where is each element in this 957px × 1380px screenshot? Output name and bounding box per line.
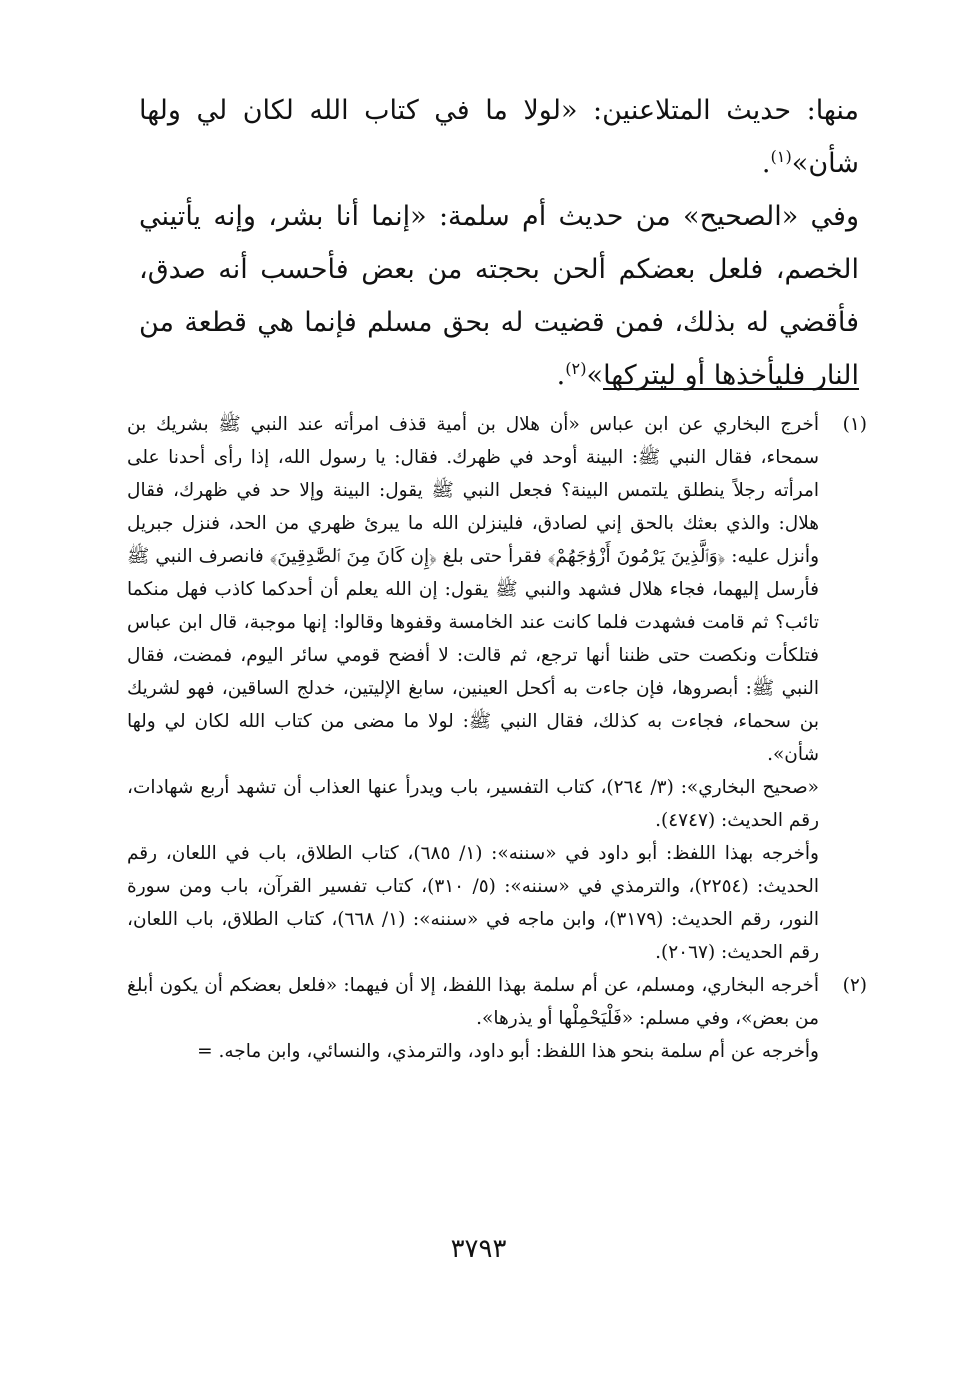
paragraph-2-end: . [556, 360, 566, 391]
footnote-1-body [127, 408, 819, 969]
footnotes [127, 408, 867, 1068]
footnote-1-source-1: «صحيح البخاري»: (٣/ ٢٦٤)، كتاب التفسير، باب ويدرأ عنها العذاب أن تشهد أربع شهادات، رقم الحديث: (٤٧٤٧). [127, 777, 819, 831]
paragraph-1-text: منها: حديث المتلاعنين: «لولا ما في كتاب الله لكان لي ولها شأن» [139, 95, 859, 179]
main-paragraph-1 [139, 84, 859, 190]
footnote-1-number: (١) [842, 414, 867, 435]
footnote-1-text: أخرج البخاري عن ابن عباس «أن هلال بن أمية قذف امرأته عند النبي ﷺ بشريك بن سمحاء، فقال النبي ﷺ: البينة أوحد في ظهرك. فقال: يا رسول الله، إذا رأى أحدنا على امرأته رجلاً ينطلق يلتمس البينة؟ فجعل النبي ﷺ يقول: البينة وإلا حد في ظهرك، فقال هلال: والذي بعثك بالحق إني لصادق، فلينزلن الله ما يبرئ ظهري من الحد، فنزل جبريل وأنزل عليه: ﴿وَٱلَّذِينَ يَرْمُونَ أَزْوَٰجَهُمْ﴾ فقرأ حتى بلغ ﴿إِن كَانَ مِنَ ٱلصَّٰدِقِينَ﴾ فانصرف النبي ﷺ فأرسل إليهما، فجاء هلال فشهد والنبي ﷺ يقول: إن الله يعلم أن أحدكما كاذب فهل منكما تائب؟ ثم قامت فشهدت فلما كانت عند الخامسة وقفوها وقالوا: إنها موجبة، قال ابن عباس فتلكأت ونكصت حتى ظننا أنها ترجع، ثم قالت: لا أفضح قومي سائر اليوم، فمضت، فقال النبي ﷺ: أبصروها، فإن جاءت به أكحل العينين، سابغ الإليتين، خدلج الساقين، فهو لشريك بن سحماء، فجاءت به كذلك، فقال النبي ﷺ: لولا ما مضى من كتاب الله لكان لي ولها شأن». [127, 414, 819, 765]
footnote-2-body [127, 969, 819, 1035]
footnote-2-number: (٢) [842, 975, 867, 996]
main-paragraph-2 [139, 190, 859, 402]
footnote-separator [603, 388, 859, 390]
footnote-1-source-2: وأخرجه بهذا اللفظ: أبو داود في «سننه»: (١/ ٦٨٥)، كتاب الطلاق، باب في اللعان، رقم الحديث: (٢٢٥٤)، والترمذي في «سننه»: (٥/ ٣١٠)، كتاب تفسير القرآن، باب ومن سورة النور، رقم الحديث: (٣١٧٩)، وابن ماجه في «سننه»: (١/ ٦٦٨)، كتاب الطلاق، باب اللعان، رقم الحديث: (٢٠٦٧). [127, 843, 820, 963]
main-text [139, 84, 859, 402]
footnote-1 [127, 408, 867, 969]
footnote-2-continuation: وأخرجه عن أم سلمة بنحو هذا اللفظ: أبو داود، والترمذي، والنسائي، وابن ماجه. = [197, 1041, 819, 1062]
paragraph-2-text: وفي «الصحيح» من حديث أم سلمة: «إنما أنا بشر، وإنه يأتيني الخصم، فلعل بعضكم ألحن بحجته من بعض فأحسب أنه صدق، فأقضي له بذلك، فمن قضيت له بحق مسلم فإنما هي قطعة من النار فليأخذها أو ليتركها» [139, 201, 859, 391]
paragraph-1-end: . [761, 148, 771, 179]
footnote-ref-1[interactable]: (١) [770, 147, 792, 166]
footnote-2-text: أخرجه البخاري، ومسلم، عن أم سلمة بهذا اللفظ، إلا أن فيهما: «فلعل بعضكم أن يكون أبلغ من بعض»، وفي مسلم: «فَلْيَحْمِلْها أو يذرها». [127, 975, 819, 1029]
page-number: ٣٧٩٣ [450, 1234, 507, 1264]
footnote-ref-2[interactable]: (٢) [565, 359, 587, 378]
footnote-2 [127, 969, 867, 1035]
